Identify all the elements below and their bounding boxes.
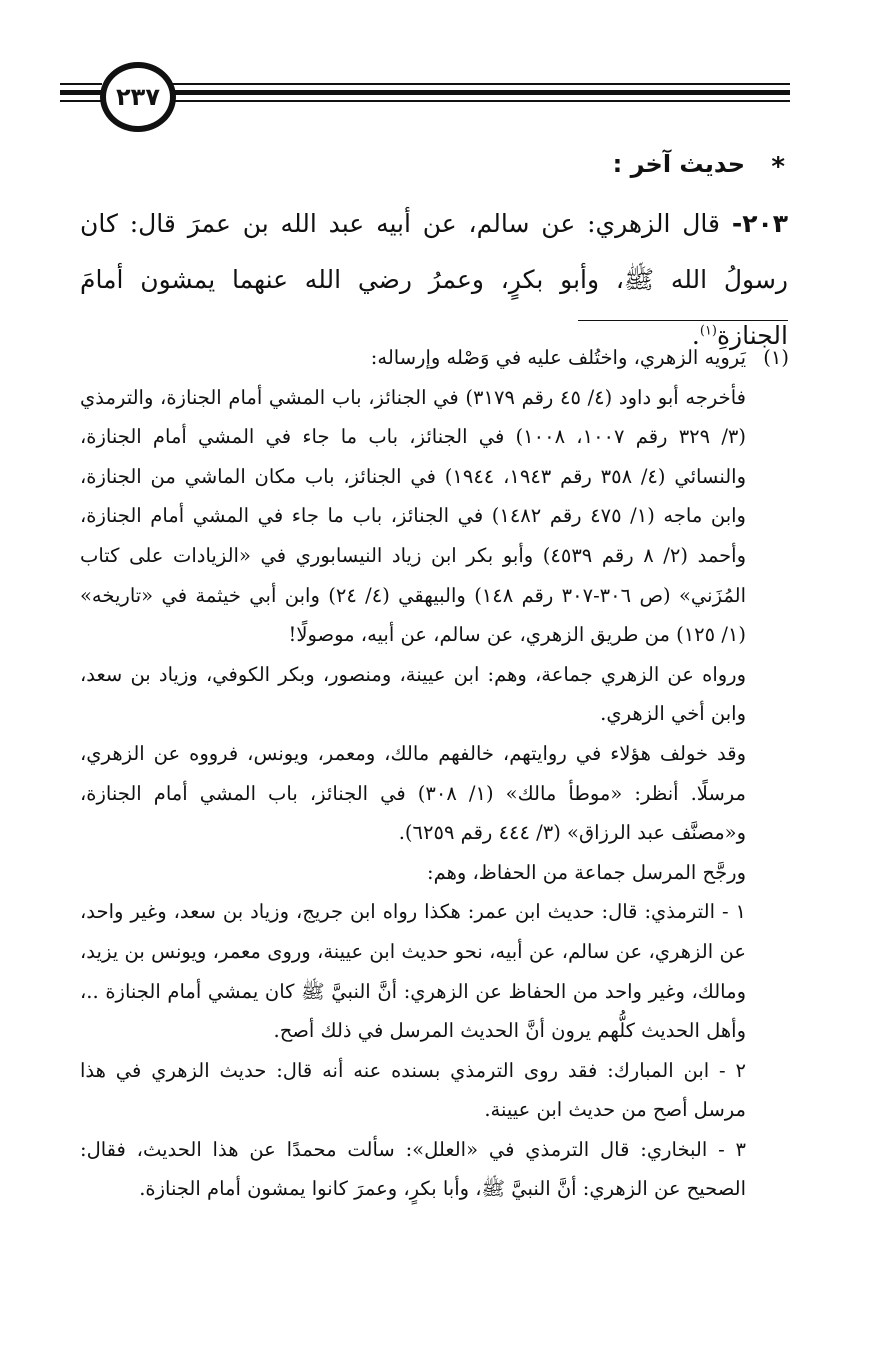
star-icon: * xyxy=(771,152,785,182)
header-rule xyxy=(168,83,790,85)
page-number-badge xyxy=(100,62,176,132)
footnote-paragraph: ٢ - ابن المبارك: فقد روى الترمذي بسنده عنه أنه قال: حديث الزهري في هذا مرسل أصح من حديث ابن عيينة. xyxy=(80,1058,746,1122)
page-number: ٢٣٧ xyxy=(116,83,160,111)
footnote-paragraph: ٣ - البخاري: قال الترمذي في «العلل»: سألت محمدًا عن هذا الحديث، فقال: الصحيح عن الزهري: أنَّ النبيَّ ﷺ، وأبا بكرٍ، وعمرَ كانوا يمشون أمام الجنازة. xyxy=(80,1137,746,1201)
header-rule xyxy=(60,100,102,102)
footnote-paragraph: ورواه عن الزهري جماعة، وهم: ابن عيينة، ومنصور، وبكر الكوفي، وزياد بن سعد، وابن أخي الزهري. xyxy=(80,662,746,726)
footnote xyxy=(80,338,788,1209)
header-rule xyxy=(60,90,102,95)
hadith-end: . xyxy=(691,321,700,350)
footnote-reference: (١) xyxy=(699,323,717,339)
header-rule xyxy=(168,90,790,95)
hadith-body: قال الزهري: عن سالم، عن أبيه عبد الله بن عمرَ قال: كان رسولُ الله ﷺ، وأبو بكرٍ، وعمرُ رضي الله عنهما يمشون أمامَ الجنازةِ xyxy=(80,209,788,350)
footnote-first-line: يَرويه الزهري، واختُلف عليه في وَصْله وإرساله: xyxy=(370,346,746,369)
footnote-marker: (١) xyxy=(763,346,789,369)
section-title: حديث آخر : xyxy=(612,150,745,178)
footnote-separator xyxy=(578,320,788,321)
footnote-paragraph: وقد خولف هؤلاء في روايتهم، خالفهم مالك، ومعمر، ويونس، فرووه عن الزهري، مرسلًا. أنظر: «موطأ مالك» (١/ ٣٠٨) في الجنائز، باب المشي أمام الجنازة، و«مصنَّف عبد الرزاق» (٣/ ٤٤٤ رقم ٦٢٥٩). xyxy=(80,741,746,845)
footnote-paragraph: فأخرجه أبو داود (٤/ ٤٥ رقم ٣١٧٩) في الجنائز، باب المشي أمام الجنازة، والترمذي (٣/ ٣٢٩ رقم ١٠٠٧، ١٠٠٨) في الجنائز، باب ما جاء في المشي أمام الجنازة، والنسائي (٤/ ٣٥٨ رقم ١٩٤٣، ١٩٤٤) في الجنائز، باب مكان الماشي من الجنازة، وابن ماجه (١/ ٤٧٥ رقم ١٤٨٢) في الجنائز، باب ما جاء في المشي أمام الجنازة، وأحمد (٢/ ٨ رقم ٤٥٣٩) وأبو بكر ابن زياد النيسابوري في «الزيادات على كتاب المُزَني» (ص ٣٠٦-٣٠٧ رقم ١٤٨) والبيهقي (٤/ ٢٤) وابن أبي خيثمة في «تاريخه» (١/ ١٢٥) من طريق الزهري، عن سالم، عن أبيه، موصولًا! xyxy=(80,385,746,647)
hadith-number: ٢٠٣- xyxy=(731,209,788,238)
page-header xyxy=(60,62,790,132)
footnote-paragraph: ورجَّح المرسل جماعة من الحفاظ، وهم: xyxy=(427,860,746,884)
header-rule xyxy=(60,83,102,85)
footnote-paragraph: ١ - الترمذي: قال: حديث ابن عمر: هكذا رواه ابن جريج، وزياد بن سعد، وغير واحد، عن الزهري، عن سالم، عن أبيه، نحو حديث ابن عيينة، وروى معمر، ويونس بن يزيد، ومالك، وغير واحد من الحفاظ عن الزهري: أنَّ النبيَّ ﷺ كان يمشي أمام الجنازة ..، وأهل الحديث كلُّهم يرون أنَّ الحديث المرسل في ذلك أصح. xyxy=(80,900,746,1043)
header-rule xyxy=(168,100,790,102)
footnote-body xyxy=(80,338,746,1209)
